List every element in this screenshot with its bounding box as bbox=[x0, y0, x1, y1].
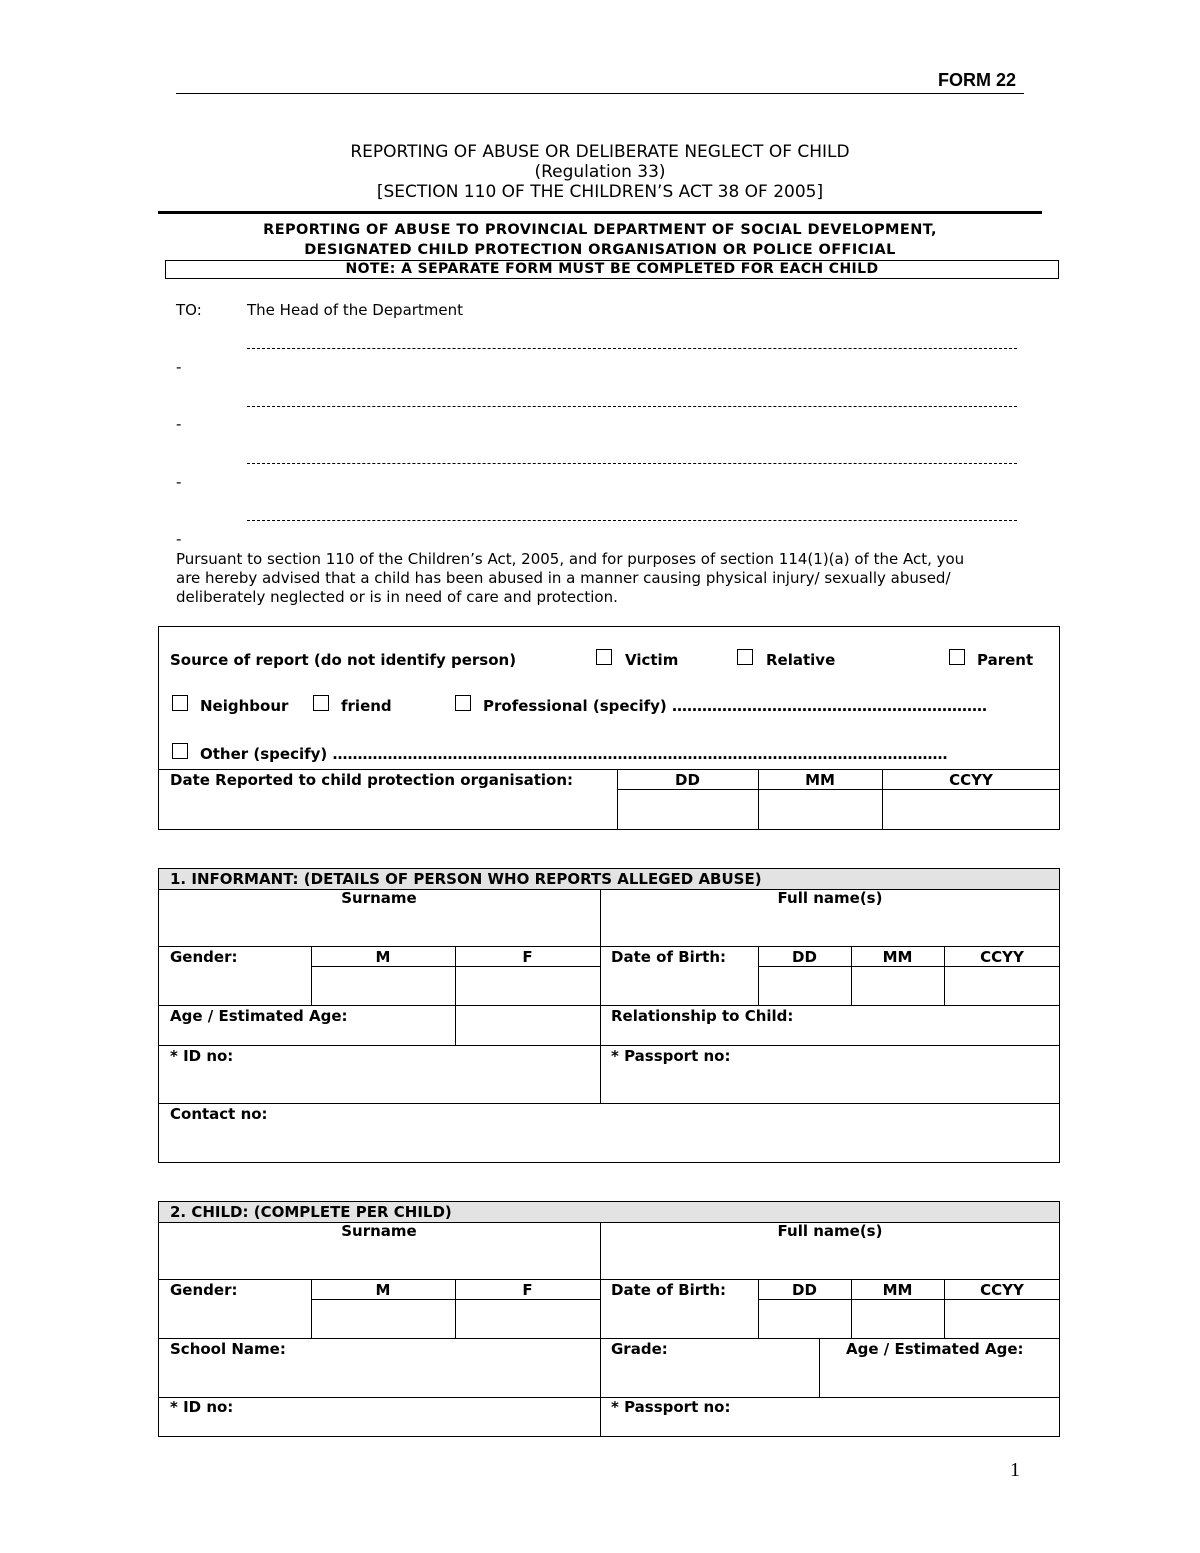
informant-dob-ccyy-field[interactable] bbox=[946, 968, 1059, 1004]
address-marker: - bbox=[176, 415, 182, 433]
child-id-label: * ID no: bbox=[170, 1398, 234, 1416]
child-dob-mm: MM bbox=[882, 1281, 913, 1299]
divider bbox=[158, 946, 1060, 947]
divider bbox=[600, 889, 601, 1104]
informant-gender-label: Gender: bbox=[170, 948, 238, 966]
pursuant-text-2: are hereby advised that a child has been abused in a manner causing physical injury/ sexually abused/ bbox=[176, 569, 951, 587]
source-label: Source of report (do not identify person) bbox=[170, 651, 517, 669]
child-age-label: Age / Estimated Age: bbox=[846, 1340, 1024, 1358]
professional-checkbox[interactable] bbox=[455, 695, 471, 711]
informant-age-field[interactable] bbox=[457, 1007, 599, 1044]
title-rule bbox=[158, 211, 1042, 214]
informant-dob-label: Date of Birth: bbox=[611, 948, 727, 966]
informant-dob-dd: DD bbox=[792, 948, 817, 966]
informant-surname-field[interactable] bbox=[162, 910, 596, 944]
divider bbox=[600, 1222, 601, 1437]
divider bbox=[617, 789, 1060, 790]
neighbour-checkbox[interactable] bbox=[172, 695, 188, 711]
victim-label: Victim bbox=[625, 651, 679, 669]
divider bbox=[158, 1397, 1060, 1398]
form-section: [SECTION 110 OF THE CHILDREN’S ACT 38 OF 2005] bbox=[376, 182, 824, 202]
divider bbox=[158, 769, 1060, 770]
divider bbox=[158, 1103, 1060, 1104]
child-heading: 2. CHILD: (COMPLETE PER CHILD) bbox=[170, 1203, 452, 1221]
page-number: 1 bbox=[1010, 1459, 1020, 1481]
informant-contact-label: Contact no: bbox=[170, 1105, 268, 1123]
address-line-1[interactable] bbox=[247, 348, 1017, 349]
informant-fullnames-field[interactable] bbox=[604, 910, 1056, 944]
child-gender-f-field[interactable] bbox=[457, 1301, 599, 1337]
divider bbox=[158, 1045, 1060, 1046]
informant-id-label: * ID no: bbox=[170, 1047, 234, 1065]
friend-checkbox[interactable] bbox=[313, 695, 329, 711]
parent-label: Parent bbox=[977, 651, 1034, 669]
date-reported-ccyy-field[interactable] bbox=[884, 791, 1059, 828]
child-school-label: School Name: bbox=[170, 1340, 286, 1358]
child-dob-ccyy: CCYY bbox=[980, 1281, 1024, 1299]
divider bbox=[758, 966, 1060, 967]
other-checkbox[interactable] bbox=[172, 743, 188, 759]
address-marker: - bbox=[176, 530, 182, 548]
other-label: Other (specify) …………………………………………………………………………………………………………… bbox=[200, 745, 948, 763]
informant-surname-label: Surname bbox=[341, 889, 417, 907]
informant-dob-dd-field[interactable] bbox=[760, 968, 850, 1004]
divider bbox=[311, 1299, 600, 1300]
parent-checkbox[interactable] bbox=[949, 649, 965, 665]
pursuant-text-3: deliberately neglected or is in need of care and protection. bbox=[176, 588, 618, 606]
child-dob-ccyy-field[interactable] bbox=[946, 1301, 1059, 1337]
informant-dob-mm-field[interactable] bbox=[853, 968, 943, 1004]
date-reported-ccyy-header: CCYY bbox=[949, 771, 993, 789]
informant-dob-ccyy: CCYY bbox=[980, 948, 1024, 966]
informant-dob-mm: MM bbox=[882, 948, 913, 966]
subtitle-line-2: DESIGNATED CHILD PROTECTION ORGANISATION OR POLICE OFFICIAL bbox=[304, 242, 896, 258]
child-dob-dd-field[interactable] bbox=[760, 1301, 850, 1337]
child-fullnames-field[interactable] bbox=[604, 1243, 1056, 1277]
date-reported-label: Date Reported to child protection organisation: bbox=[170, 771, 574, 789]
address-marker: - bbox=[176, 473, 182, 491]
address-line-4[interactable] bbox=[247, 520, 1017, 521]
informant-gender-m: M bbox=[375, 948, 391, 966]
form-regulation: (Regulation 33) bbox=[534, 162, 666, 182]
date-reported-mm-field[interactable] bbox=[760, 791, 881, 828]
informant-passport-label: * Passport no: bbox=[611, 1047, 731, 1065]
informant-gender-f-field[interactable] bbox=[457, 968, 599, 1004]
divider bbox=[758, 1299, 1060, 1300]
child-dob-mm-field[interactable] bbox=[853, 1301, 943, 1337]
neighbour-label: Neighbour bbox=[200, 697, 289, 715]
pursuant-text-1: Pursuant to section 110 of the Children’s Act, 2005, and for purposes of section 114(1)(a) of the Act, you bbox=[176, 550, 965, 568]
relative-label: Relative bbox=[766, 651, 836, 669]
child-passport-label: * Passport no: bbox=[611, 1398, 731, 1416]
child-dob-dd: DD bbox=[792, 1281, 817, 1299]
divider bbox=[311, 966, 600, 967]
informant-gender-f: F bbox=[522, 948, 533, 966]
child-gender-label: Gender: bbox=[170, 1281, 238, 1299]
to-label: TO: bbox=[176, 301, 202, 319]
child-dob-label: Date of Birth: bbox=[611, 1281, 727, 1299]
to-value: The Head of the Department bbox=[247, 301, 464, 319]
informant-age-label: Age / Estimated Age: bbox=[170, 1007, 348, 1025]
informant-relationship-label: Relationship to Child: bbox=[611, 1007, 794, 1025]
informant-heading: 1. INFORMANT: (DETAILS OF PERSON WHO REPORTS ALLEGED ABUSE) bbox=[170, 870, 762, 888]
friend-label: friend bbox=[341, 697, 392, 715]
divider bbox=[819, 1338, 820, 1397]
form-number: FORM 22 bbox=[938, 70, 1017, 90]
child-gender-m-field[interactable] bbox=[313, 1301, 454, 1337]
subtitle-line-1: REPORTING OF ABUSE TO PROVINCIAL DEPARTMENT OF SOCIAL DEVELOPMENT, bbox=[263, 222, 937, 238]
note-text: NOTE: A SEPARATE FORM MUST BE COMPLETED FOR EACH CHILD bbox=[345, 261, 879, 277]
victim-checkbox[interactable] bbox=[596, 649, 612, 665]
date-reported-mm-header: MM bbox=[805, 771, 835, 789]
child-surname-label: Surname bbox=[341, 1222, 417, 1240]
informant-fullnames-label: Full name(s) bbox=[777, 889, 883, 907]
divider bbox=[158, 1279, 1060, 1280]
address-marker: - bbox=[176, 358, 182, 376]
child-surname-field[interactable] bbox=[162, 1243, 596, 1277]
header-rule bbox=[176, 93, 1024, 94]
divider bbox=[158, 1338, 1060, 1339]
relative-checkbox[interactable] bbox=[737, 649, 753, 665]
child-gender-m: M bbox=[375, 1281, 391, 1299]
address-line-3[interactable] bbox=[247, 463, 1017, 464]
child-grade-label: Grade: bbox=[611, 1340, 668, 1358]
date-reported-dd-header: DD bbox=[675, 771, 700, 789]
informant-gender-m-field[interactable] bbox=[313, 968, 454, 1004]
date-reported-dd-field[interactable] bbox=[619, 791, 757, 828]
address-line-2[interactable] bbox=[247, 406, 1017, 407]
child-gender-f: F bbox=[522, 1281, 533, 1299]
divider bbox=[158, 1005, 1060, 1006]
child-fullnames-label: Full name(s) bbox=[777, 1222, 883, 1240]
form-title: REPORTING OF ABUSE OR DELIBERATE NEGLECT OF CHILD bbox=[350, 142, 850, 162]
professional-label: Professional (specify) ……………………………………………………… bbox=[483, 697, 987, 715]
